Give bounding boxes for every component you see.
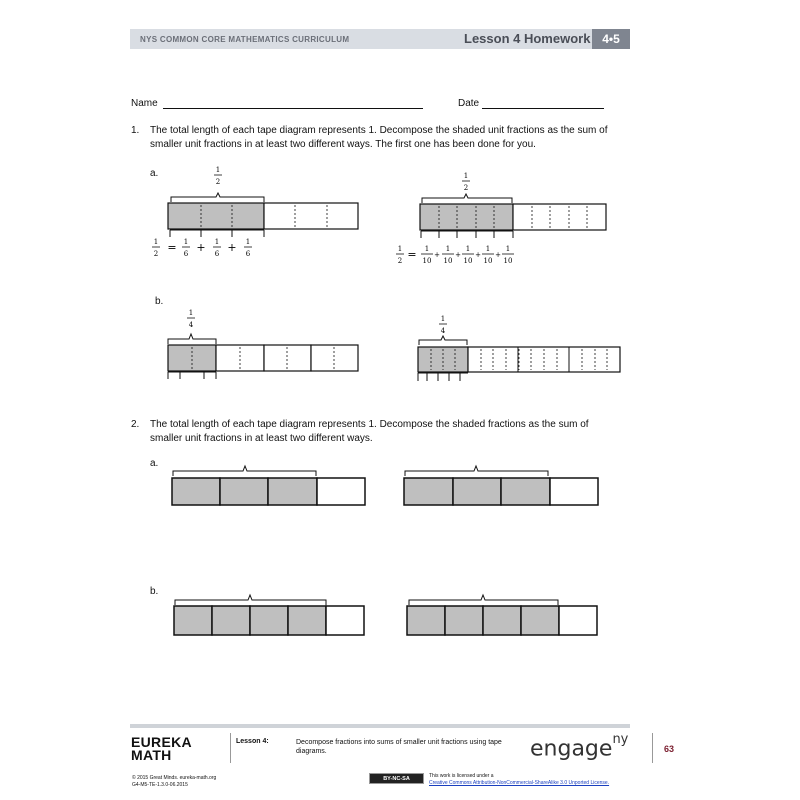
problem1-text-line1: The total length of each tape diagram represents 1. Decompose the shaded unit fractions as the sum of — [150, 125, 608, 136]
svg-text:10: 10 — [483, 257, 493, 265]
svg-text:+: + — [475, 251, 481, 259]
svg-text:+: + — [434, 251, 440, 259]
svg-text:10: 10 — [443, 257, 453, 265]
tape-2b-left — [174, 595, 364, 635]
svg-text:1: 1 — [424, 245, 430, 253]
svg-text:1: 1 — [397, 245, 403, 253]
license-text: This work is licensed under a Creative Commons Attribution-NonCommercial-ShareAlike 3.0 Unported License. — [429, 773, 610, 786]
tape-2a-left — [172, 466, 365, 505]
svg-text:1: 1 — [485, 245, 491, 253]
svg-text:2: 2 — [397, 257, 403, 265]
svg-text:=: = — [407, 248, 417, 261]
tape-1b-left — [168, 309, 358, 379]
problem2-part-a: a. — [150, 458, 159, 469]
svg-text:+: + — [227, 241, 237, 254]
svg-text:+: + — [196, 241, 206, 254]
svg-text:1: 1 — [183, 238, 189, 246]
svg-text:6: 6 — [245, 250, 251, 258]
footer-rule — [130, 724, 630, 728]
name-label: Name — [131, 98, 158, 109]
tape-1a-right — [396, 172, 606, 265]
svg-text:6: 6 — [214, 250, 220, 258]
footer-divider — [652, 733, 653, 763]
svg-text:1: 1 — [153, 238, 159, 246]
page-number: 63 — [664, 744, 675, 754]
problem2-number: 2. — [131, 419, 140, 430]
footer-lesson-description: Decompose fractions into sums of smaller unit fractions using tape diagrams. — [296, 739, 502, 755]
svg-text:4: 4 — [188, 321, 194, 329]
svg-text:2: 2 — [463, 184, 469, 192]
copyright: © 2015 Great Minds. eureka-math.org G4-M5-TE-1.3.0-06.2015 — [132, 775, 217, 788]
tape-1a-left — [152, 166, 358, 258]
svg-text:1: 1 — [214, 238, 220, 246]
problem1-text-line2: smaller unit fractions in at least two different ways. The first one has been done for you. — [150, 139, 536, 150]
license-link[interactable]: Creative Commons Attribution-NonCommercial-ShareAlike 3.0 Unported License. — [429, 780, 610, 786]
cc-license-badge: BY-NC-SA — [369, 773, 424, 784]
footer-lesson-label: Lesson 4: — [236, 738, 269, 745]
grade-module-badge: 4•5 — [592, 29, 630, 49]
problem1-number: 1. — [131, 125, 140, 136]
svg-text:+: + — [455, 251, 461, 259]
problem2-text-line2: smaller unit fractions in at least two different ways. — [150, 433, 373, 444]
problem1-part-b: b. — [155, 296, 164, 307]
eureka-math-logo: EUREKA MATH — [131, 734, 192, 763]
svg-text:1: 1 — [188, 309, 194, 317]
engageny-logo: engage$^{ny}$ — [530, 732, 629, 762]
svg-text:6: 6 — [183, 250, 189, 258]
problem2-part-b: b. — [150, 586, 159, 597]
svg-text:1: 1 — [245, 238, 251, 246]
svg-text:=: = — [167, 241, 177, 254]
shaded-segment — [168, 203, 264, 229]
svg-text:1: 1 — [505, 245, 511, 253]
svg-text:1: 1 — [445, 245, 451, 253]
fraction-half-num: 1 — [215, 166, 221, 174]
tape-2b-right — [407, 595, 597, 635]
tape-2a-right — [404, 466, 598, 505]
svg-text:+: + — [495, 251, 501, 259]
lesson-title: Lesson 4 Homework — [464, 31, 591, 46]
curriculum-label: NYS COMMON CORE MATHEMATICS CURRICULUM — [140, 35, 350, 44]
svg-text:10: 10 — [422, 257, 432, 265]
problem2-text-line1: The total length of each tape diagram represents 1. Decompose the shaded fractions as the sum of — [150, 419, 589, 430]
tape-1b-right — [418, 315, 620, 381]
svg-text:1: 1 — [463, 172, 469, 180]
shaded-segment — [420, 204, 513, 230]
fraction-half-den: 2 — [215, 178, 221, 186]
svg-text:4: 4 — [440, 327, 446, 335]
svg-text:1: 1 — [440, 315, 446, 323]
svg-text:1: 1 — [465, 245, 471, 253]
svg-text:2: 2 — [153, 250, 159, 258]
svg-text:10: 10 — [503, 257, 513, 265]
svg-text:10: 10 — [463, 257, 473, 265]
problem1-part-a: a. — [150, 168, 159, 179]
footer-divider — [230, 733, 231, 763]
date-label: Date — [458, 98, 480, 109]
